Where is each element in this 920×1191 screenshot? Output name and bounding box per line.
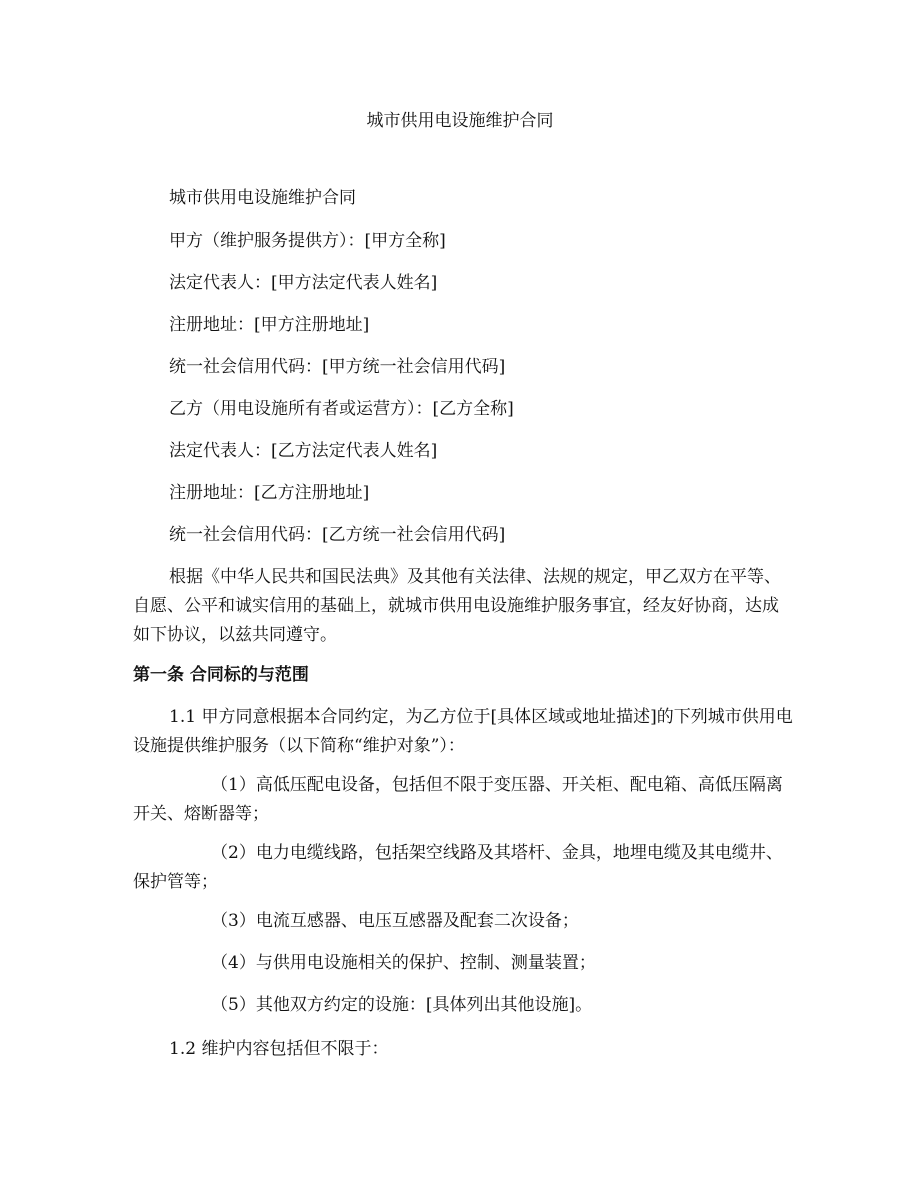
scope-item-2: （2）电力电缆线路，包括架空线路及其塔杆、金具，地埋电缆及其电缆井、保护管等； [133,843,783,892]
party-a-credit-code: 统一社会信用代码：[甲方统一社会信用代码] [169,357,506,377]
clause-1-2: 1.2 维护内容包括但不限于： [169,1039,389,1059]
party-b-credit-code: 统一社会信用代码：[乙方统一社会信用代码] [169,525,506,545]
party-a-representative: 法定代表人：[甲方法定代表人姓名] [169,273,438,293]
party-b-line: 乙方（用电设施所有者或运营方）：[乙方全称] [169,399,514,419]
party-b-representative: 法定代表人：[乙方法定代表人姓名] [169,441,438,461]
party-a-line: 甲方（维护服务提供方）：[甲方全称] [169,231,446,251]
scope-item-3: （3）电流互感器、电压互感器及配套二次设备； [211,911,579,931]
article-1-heading: 第一条 合同标的与范围 [133,665,309,685]
clause-1-1: 1.1 甲方同意根据本合同约定，为乙方位于[具体区域或地址描述]的下列城市供用电设施提供维护服务（以下简称“维护对象”）： [133,707,793,756]
preamble-paragraph: 根据《中华人民共和国民法典》及其他有关法律、法规的规定，甲乙双方在平等、自愿、公平和诚实信用的基础上，就城市供用电设施维护服务事宜，经友好协商，达成如下协议，以兹共同遵守。 [133,567,781,645]
scope-item-1: （1）高低压配电设备，包括但不限于变压器、开关柜、配电箱、高低压隔离开关、熔断器等； [133,775,783,824]
scope-item-5: （5）其他双方约定的设施：[具体列出其他设施]。 [211,995,593,1015]
party-a-address: 注册地址：[甲方注册地址] [169,315,370,335]
document-title: 城市供用电设施维护合同 [366,111,554,131]
intro-title: 城市供用电设施维护合同 [169,188,356,208]
scope-item-4: （4）与供用电设施相关的保护、控制、测量装置； [211,953,596,973]
party-b-address: 注册地址：[乙方注册地址] [169,483,370,503]
